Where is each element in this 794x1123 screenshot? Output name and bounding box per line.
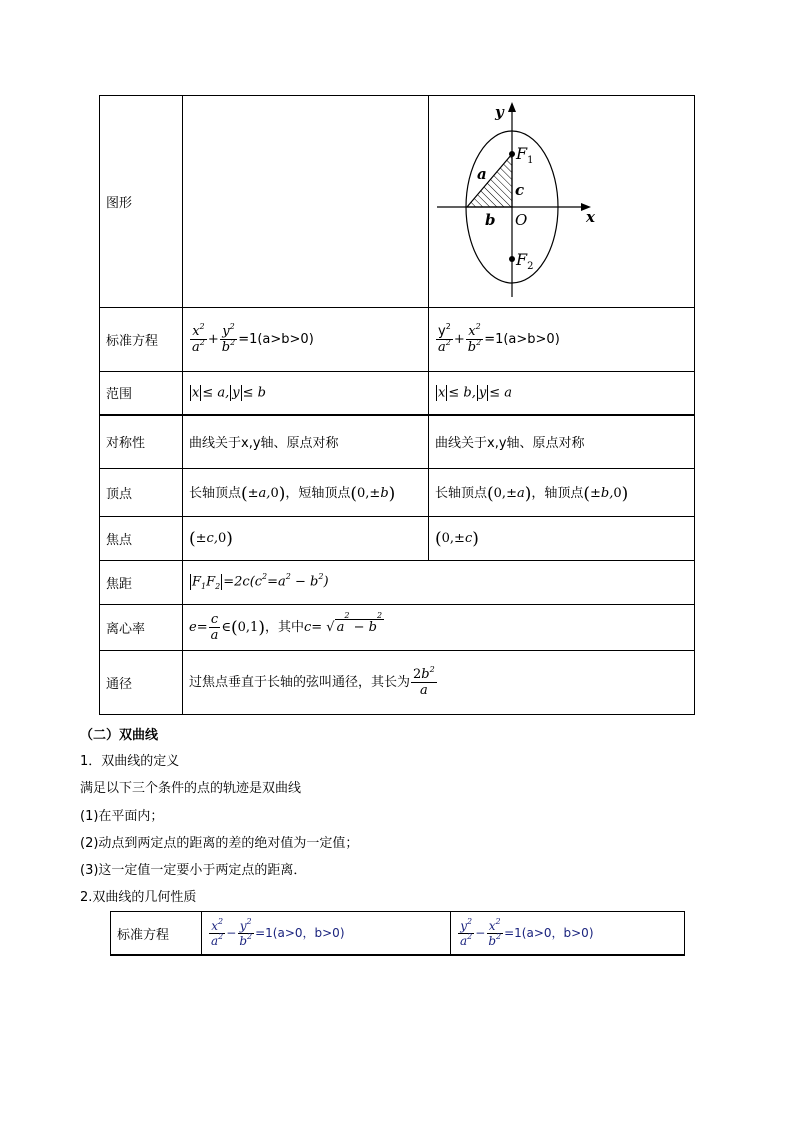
range-vertical: x ≤ b, y ≤ a xyxy=(429,372,695,415)
eccentricity-formula: e= $\frac{c}{a}$ ∈(0,1)，其中c= √ $a^2 - b^2$ xyxy=(183,605,695,651)
equation-horizontal: $\frac{x^2}{a^2}$ + $\frac{y^2}{b^2}$ =1(a>b>0) xyxy=(183,308,429,372)
x-axis-label: x xyxy=(586,207,595,226)
section-heading: （二）双曲线 xyxy=(80,728,159,743)
latus-rectum-text: 过焦点垂直于长轴的弦叫通径，其长为 $\frac{2b^2}{a}$ xyxy=(183,651,695,715)
hyperbola-equation-vertical: $\frac{y^2}{a^2}$ − $\frac{x^2}{b^2}$ =1(a>0，b>0) xyxy=(451,912,685,956)
row-figure xyxy=(100,96,695,308)
vertices-vertical: 长轴顶点(0,±a)，轴顶点(±b,0) xyxy=(429,469,695,517)
symmetry-horizontal: 曲线关于x,y轴、原点对称 xyxy=(183,415,429,469)
definition-intro: 满足以下三个条件的点的轨迹是双曲线 xyxy=(80,781,302,796)
f2-label: $F_2$ xyxy=(516,249,534,272)
b-label: b xyxy=(485,210,496,229)
row-foci xyxy=(100,517,695,561)
range-horizontal: x ≤ a, y ≤ b xyxy=(183,372,429,415)
figure-cell-vertical xyxy=(429,96,695,308)
row-label: 顶点 xyxy=(100,469,183,517)
row-label: 图形 xyxy=(100,96,183,308)
focal-distance-formula: $F_1F_2 =2c(c^2=a^2 - b^2)$ xyxy=(183,561,695,605)
row-label: 焦点 xyxy=(100,517,183,561)
a-label: a xyxy=(477,164,487,183)
item-hyperbola-definition: 1．双曲线的定义 xyxy=(80,754,180,769)
foci-vertical: (0,±c) xyxy=(429,517,695,561)
vertices-horizontal: 长轴顶点(±a,0)，短轴顶点(0,±b) xyxy=(183,469,429,517)
row-label: 标准方程 xyxy=(100,308,183,372)
row-standard-equation xyxy=(100,308,695,372)
ellipse-properties-table xyxy=(99,95,695,715)
row-label: 标准方程 xyxy=(111,912,202,956)
vertical-ellipse-figure xyxy=(429,97,693,307)
foci-horizontal: (±c,0) xyxy=(183,517,429,561)
row-latus-rectum xyxy=(100,651,695,715)
figure-cell-horizontal xyxy=(183,96,429,308)
row-label: 离心率 xyxy=(100,605,183,651)
condition-1: (1)在平面内； xyxy=(80,809,164,824)
condition-2: (2)动点到两定点的距离的差的绝对值为一定值； xyxy=(80,836,359,851)
row-focal-distance xyxy=(100,561,695,605)
equation-vertical: $\frac{y^2}{a^2}$ + $\frac{x^2}{b^2}$ =1(a>b>0) xyxy=(429,308,695,372)
row-vertices xyxy=(100,469,695,517)
hyperbola-properties-table xyxy=(110,911,685,956)
item-hyperbola-properties: 2.双曲线的几何性质 xyxy=(80,890,197,905)
f1-label: $F_1$ xyxy=(516,143,534,166)
hyperbola-equation-horizontal: $\frac{x^2}{a^2}$ − $\frac{y^2}{b^2}$ =1(a>0，b>0) xyxy=(202,912,451,956)
row-eccentricity xyxy=(100,605,695,651)
row-standard-equation xyxy=(111,912,685,956)
origin-label: O xyxy=(515,210,528,229)
row-label: 通径 xyxy=(100,651,183,715)
row-label: 范围 xyxy=(100,372,183,415)
row-symmetry xyxy=(100,415,695,469)
condition-3: (3)这一定值一定要小于两定点的距离． xyxy=(80,863,307,878)
y-axis-label: y xyxy=(495,102,504,121)
symmetry-vertical: 曲线关于x,y轴、原点对称 xyxy=(429,415,695,469)
row-label: 对称性 xyxy=(100,415,183,469)
c-label: c xyxy=(515,180,525,199)
row-label: 焦距 xyxy=(100,561,183,605)
row-range xyxy=(100,372,695,415)
